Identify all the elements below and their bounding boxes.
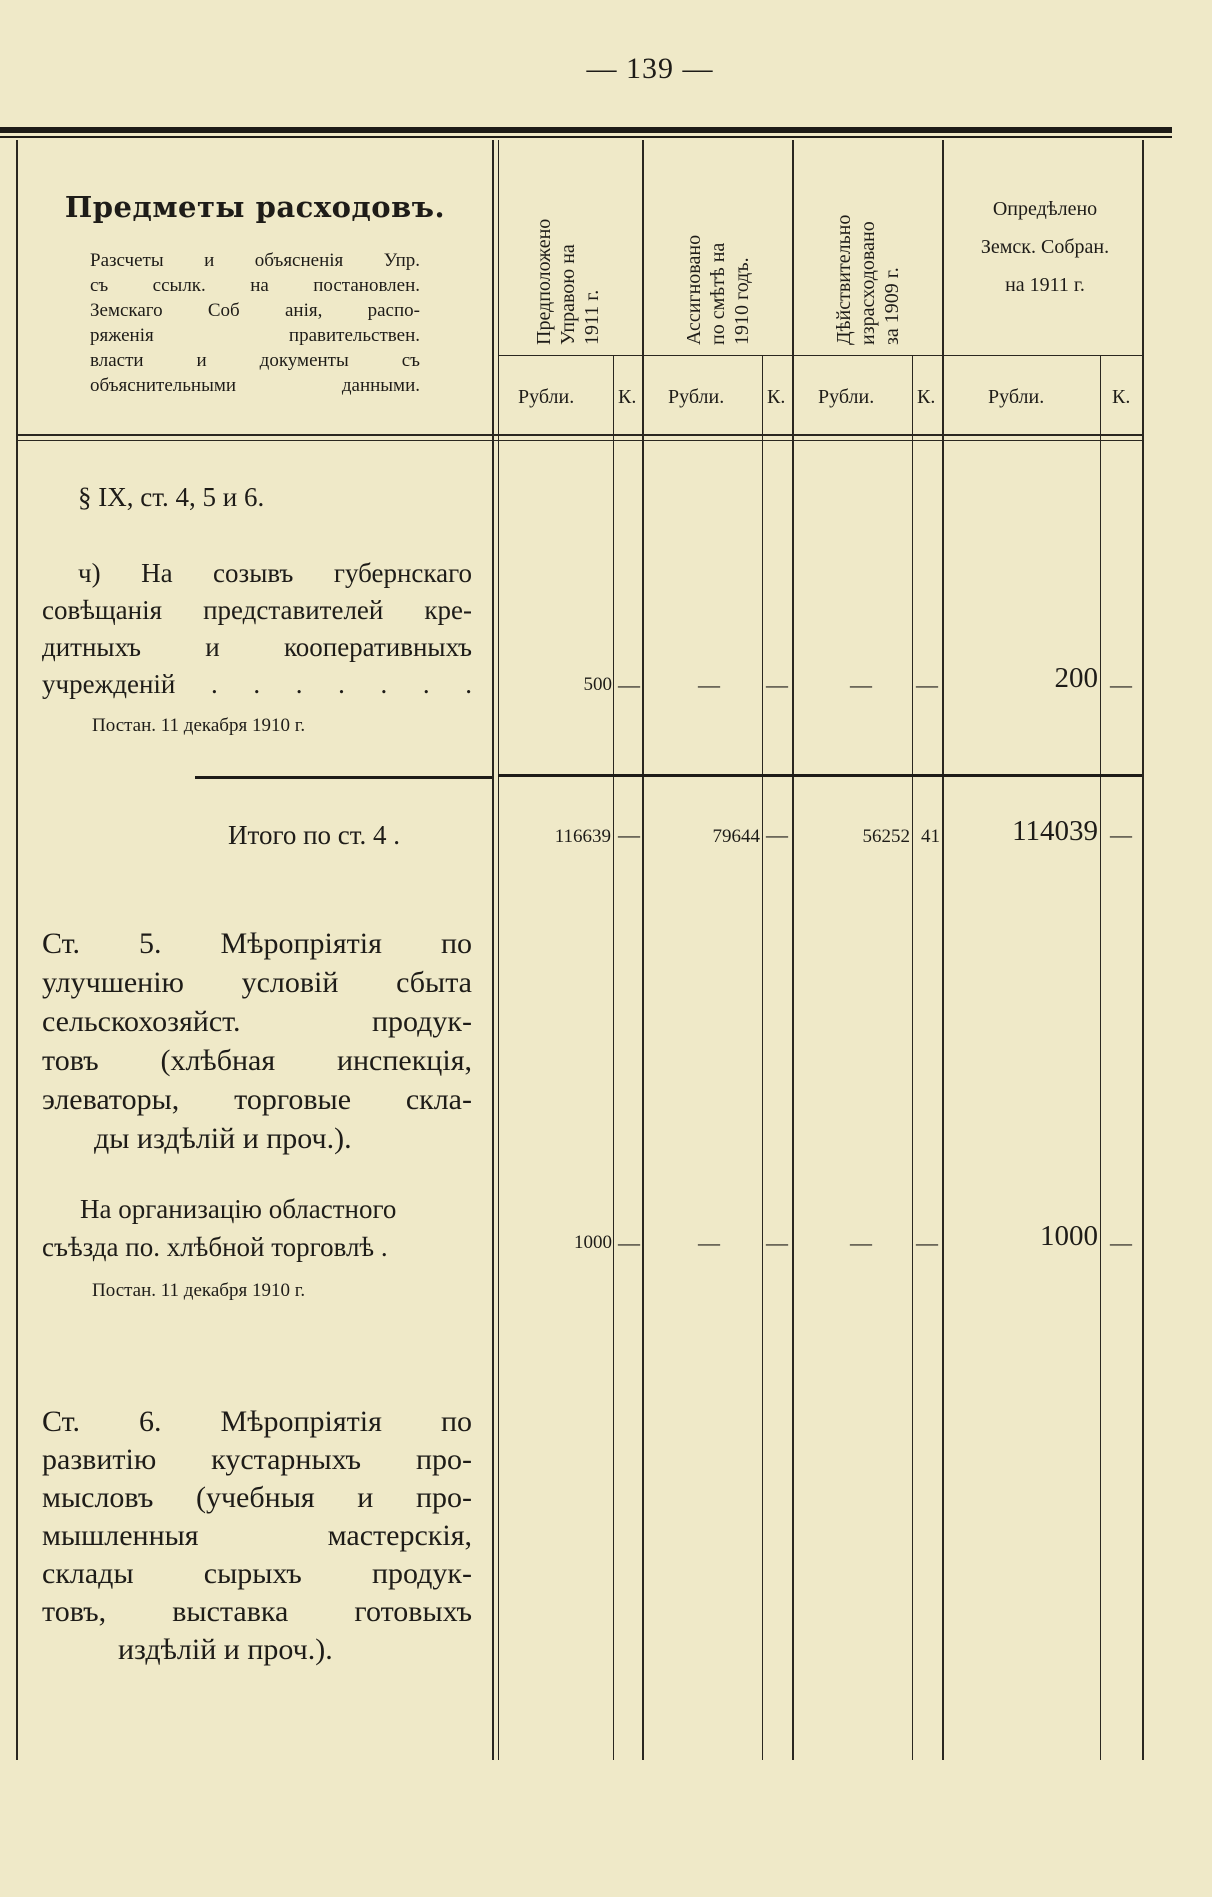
proposed-value: 500	[583, 674, 612, 695]
top-rule-thin	[0, 136, 1172, 138]
dash: —	[1110, 1230, 1132, 1255]
kop-label: К.	[1112, 386, 1131, 408]
subtitle-line: объяснительными данными.	[90, 375, 420, 396]
col4-header: Опредѣлено Земск. Собран. на 1911 г.	[980, 198, 1110, 296]
col2-header: Ассигновано по смѣтѣ на 1910 годъ.	[683, 234, 753, 345]
resolution-note: Постан. 11 декабря 1910 г.	[92, 715, 306, 736]
col-divider-1b	[498, 140, 499, 1760]
total-label: Итого по ст. 4 .	[228, 820, 401, 850]
col-divider-4	[942, 140, 944, 1760]
rub-label: Рубли.	[668, 386, 725, 408]
section-heading: § IX, ст. 4, 5 и 6.	[78, 482, 265, 512]
rub-label: Рубли.	[518, 386, 575, 408]
dash: —	[1110, 822, 1132, 847]
dash: —	[850, 672, 872, 697]
total-approved: 114039	[1012, 815, 1098, 847]
kop-label: К.	[618, 386, 637, 408]
dash: —	[766, 672, 788, 697]
kop-divider-4	[1100, 355, 1101, 1760]
total-proposed: 116639	[554, 826, 611, 847]
rub-label: Рубли.	[818, 386, 875, 408]
dash: —	[618, 822, 640, 847]
kop-label: К.	[767, 386, 786, 408]
total-assigned: 79644	[712, 826, 760, 847]
subtitle-line: Разсчеты и объясненія Упр.	[90, 250, 420, 271]
article-6-heading: Ст. 6. Мѣропріятія по развитію кустарныхъ про- мысловъ (учебныя и про- мышленныя мастерскія, склады сырыхъ продук- товъ, выставка готовыхъ издѣлій и проч.).	[42, 1405, 472, 1666]
dash: —	[766, 1230, 788, 1255]
total-spent-kop: 41	[921, 826, 940, 847]
kop-divider-3	[912, 355, 913, 1760]
col-divider-1	[492, 140, 494, 1760]
table-border-left	[16, 140, 18, 1760]
dash: —	[618, 672, 640, 697]
kop-divider-1	[613, 355, 614, 1760]
header-subtitle	[90, 248, 420, 398]
page-number: — 139 —	[586, 52, 714, 85]
approved-value: 1000	[1040, 1220, 1098, 1252]
total-spent: 56252	[862, 826, 910, 847]
col3-header: Дѣйствительно израсходовано за 1909 г.	[833, 214, 903, 345]
kop-divider-2	[762, 355, 763, 1760]
proposed-value: 1000	[574, 1232, 612, 1253]
subtitle-line: власти и документы съ	[90, 350, 420, 371]
dash: —	[916, 1230, 938, 1255]
dash: —	[850, 1230, 872, 1255]
separator-line	[498, 774, 1142, 777]
col1-header: Предположено Управою на 1911 г.	[533, 218, 603, 345]
subtitle-line: съ ссылк. на постановлен.	[90, 275, 420, 296]
top-rule	[0, 127, 1172, 133]
dash: —	[1110, 672, 1132, 697]
dash: —	[766, 822, 788, 847]
rub-label: Рубли.	[988, 386, 1045, 408]
subtitle-line: Земскаго Соб анія, распо-	[90, 300, 420, 321]
separator-line	[195, 776, 492, 779]
article-5-heading: Ст. 5. Мѣропріятія по улучшенію условій сбыта сельскохозяйст. продук- товъ (хлѣбная инспекція, элеваторы, торговые скла- ды издѣлій и проч.).	[42, 927, 472, 1155]
table-border-right	[1142, 140, 1144, 1760]
kop-label: К.	[917, 386, 936, 408]
approved-value: 200	[1054, 662, 1098, 694]
dash: —	[698, 672, 720, 697]
dash: —	[698, 1230, 720, 1255]
col-divider-2	[642, 140, 644, 1760]
col-divider-3	[792, 140, 794, 1760]
header-title: Предметы расходовъ.	[64, 190, 446, 224]
item-text: ч) На созывъ губернскаго совѣщанія представителей кре- дитныхъ и кооперативныхъ учрежденій . . . . . . .	[42, 558, 472, 699]
unit-row-line	[498, 355, 1142, 356]
item-text: На организацію областного съѣзда по. хлѣбной торговлѣ .	[42, 1194, 397, 1262]
subtitle-line: ряженія правительствен.	[90, 325, 420, 346]
header-bottom-line-2	[16, 440, 1142, 441]
dash: —	[916, 672, 938, 697]
resolution-note: Постан. 11 декабря 1910 г.	[92, 1280, 306, 1301]
header-bottom-line	[16, 434, 1142, 436]
dash: —	[618, 1230, 640, 1255]
